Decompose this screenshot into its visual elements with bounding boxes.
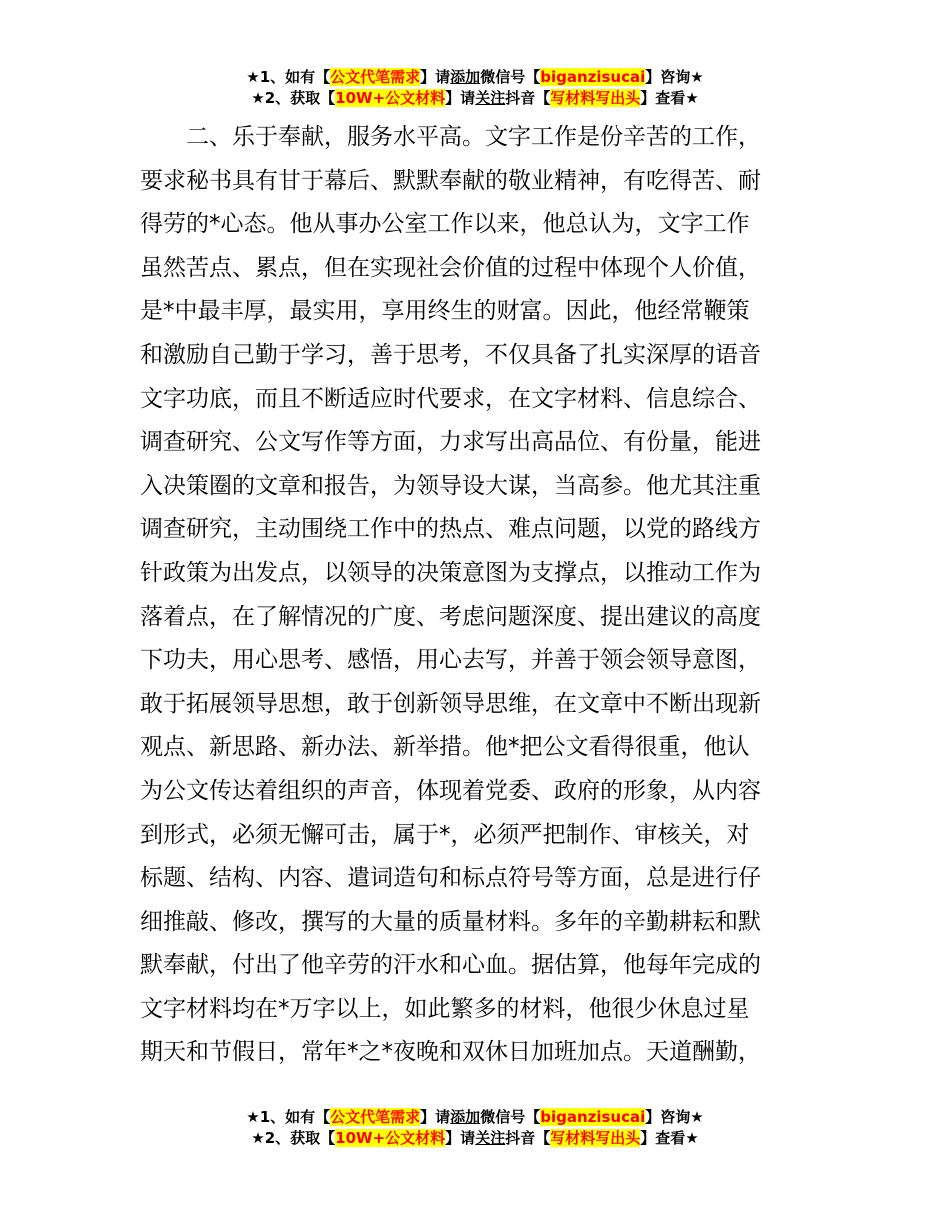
body-line: 入决策圈的文章和报告，为领导设大谋，当高参。他尤其注重 <box>140 472 761 499</box>
body-line: 观点、新思路、新办法、新举措。他*把公文看得很重，他认 <box>140 734 750 761</box>
body-line: 和激励自己勤于学习，善于思考，不仅具备了扎实深厚的语音 <box>140 341 761 368</box>
body-line: 到形式，必须无懈可击，属于*，必须严把制作、审核关，对 <box>140 821 750 848</box>
footer-line-2-underline-follow: 关注 <box>475 1129 506 1147</box>
header-line-2-text-b: 】请 <box>445 89 476 107</box>
header-line-2-highlight-douyin: 写材料写出头 <box>550 89 641 107</box>
star-icon: ★ <box>685 89 699 107</box>
footer-line-2-text-c: 抖音【 <box>505 1129 551 1147</box>
body-line: 是*中最丰厚，最实用，享用终生的财富。因此，他经常鞭策 <box>140 298 750 325</box>
header-line-1-highlight-wechat: biganzisucai <box>540 68 646 86</box>
body-line: 标题、结构、内容、遣词造句和标点符号等方面，总是进行仔 <box>140 865 761 892</box>
star-icon: ★ <box>251 1129 265 1147</box>
body-line: 期天和节假日，常年*之*夜晚和双休日加班加点。天道酬勤， <box>140 1039 761 1066</box>
footer-line-1-text-d: 】咨询 <box>645 1108 691 1126</box>
body-line: 落着点，在了解情况的广度、考虑问题深度、提出建议的高度 <box>140 603 761 630</box>
header-line-2-highlight-materials: 10W+公文材料 <box>335 89 446 107</box>
body-line: 默奉献，付出了他辛劳的汗水和心血。据估算，他每年完成的 <box>140 952 761 979</box>
header-line-1-text-c: 微信号【 <box>480 68 541 86</box>
header-line-2-text-d: 】查看 <box>640 89 686 107</box>
footer-line-2-text-a: 2、获取【 <box>264 1129 336 1147</box>
footer-line-2-highlight-materials: 10W+公文材料 <box>335 1129 446 1147</box>
body-line: 虽然苦点、累点，但在实现社会价值的过程中体现个人价值， <box>140 254 761 281</box>
header-line-2-text-c: 抖音【 <box>505 89 551 107</box>
footer-line-2-highlight-douyin: 写材料写出头 <box>550 1129 641 1147</box>
footer-line-1-text-c: 微信号【 <box>480 1108 541 1126</box>
header-line-2-underline-follow: 关注 <box>475 89 506 107</box>
star-icon: ★ <box>251 89 265 107</box>
body-line: 为公文传达着组织的声音，体现着党委、政府的形象，从内容 <box>140 777 761 804</box>
star-icon: ★ <box>685 1129 699 1147</box>
star-icon: ★ <box>690 1108 704 1126</box>
header-line-1-text-a: 1、如有【 <box>259 68 331 86</box>
body-line: 要求秘书具有甘于幕后、默默奉献的敬业精神，有吃得苦、耐 <box>140 167 761 194</box>
body-line: 调查研究，主动围绕工作中的热点、难点问题，以党的路线方 <box>140 516 761 543</box>
body-line: 文字功底，而且不断适应时代要求，在文字材料、信息综合、 <box>140 385 761 412</box>
header-line-2 <box>0 88 950 109</box>
footer-line-1-text-a: 1、如有【 <box>259 1108 331 1126</box>
body-line: 调查研究、公文写作等方面，力求写出高品位、有份量，能进 <box>140 429 761 456</box>
header-line-1 <box>0 67 950 88</box>
footer-banner <box>0 1107 950 1149</box>
body-line: 得劳的*心态。他从事办公室工作以来，他总认为，文字工作 <box>140 211 750 238</box>
header-line-1-highlight-service: 公文代笔需求 <box>330 68 421 86</box>
header-line-2-text-a: 2、获取【 <box>264 89 336 107</box>
body-line: 针政策为出发点，以领导的决策意图为支撑点，以推动工作为 <box>140 559 761 586</box>
footer-line-2-text-d: 】查看 <box>640 1129 686 1147</box>
document-body <box>140 116 820 1075</box>
footer-line-1-underline-add: 添加 <box>450 1108 481 1126</box>
footer-line-1-text-b: 】请 <box>420 1108 451 1126</box>
body-line: 细推敲、修改，撰写的大量的质量材料。多年的辛勤耕耘和默 <box>140 908 761 935</box>
body-line: 二、乐于奉献，服务水平高。文字工作是份辛苦的工作， <box>186 124 761 150</box>
header-line-1-underline-add: 添加 <box>450 68 481 86</box>
header-banner <box>0 67 950 109</box>
footer-line-1-highlight-wechat: biganzisucai <box>540 1108 646 1126</box>
star-icon: ★ <box>690 68 704 86</box>
footer-line-1 <box>0 1107 950 1128</box>
header-line-1-text-b: 】请 <box>420 68 451 86</box>
body-line: 下功夫，用心思考、感悟，用心去写，并善于领会领导意图， <box>140 647 761 674</box>
footer-line-2 <box>0 1128 950 1149</box>
header-line-1-text-d: 】咨询 <box>645 68 691 86</box>
body-line: 文字材料均在*万字以上，如此繁多的材料，他很少休息过星 <box>140 995 750 1022</box>
body-line: 敢于拓展领导思想，敢于创新领导思维，在文章中不断出现新 <box>140 690 761 717</box>
star-icon: ★ <box>246 68 260 86</box>
footer-line-2-text-b: 】请 <box>445 1129 476 1147</box>
footer-line-1-highlight-service: 公文代笔需求 <box>330 1108 421 1126</box>
star-icon: ★ <box>246 1108 260 1126</box>
